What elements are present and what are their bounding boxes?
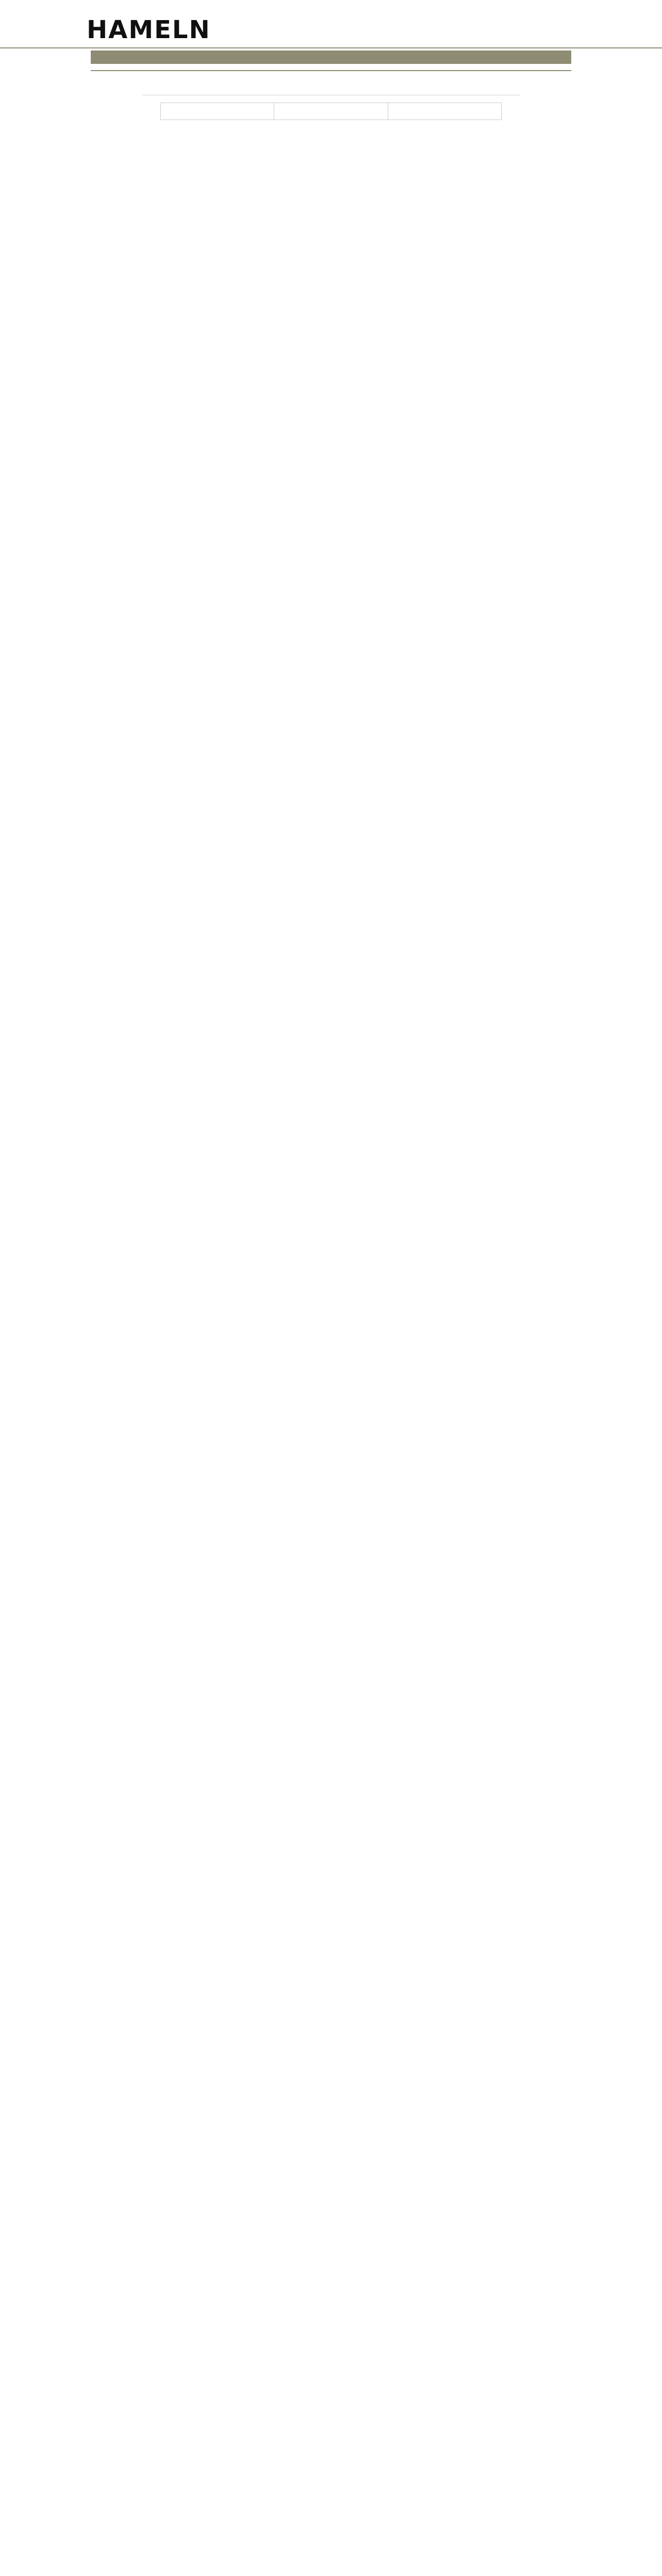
next-chapter-link[interactable]	[388, 103, 501, 120]
logo-wordmark: HAMELN	[87, 15, 211, 44]
chapter-pager	[160, 103, 502, 120]
novel-content	[142, 81, 520, 120]
site-logo[interactable]	[87, 4, 211, 45]
main-nav	[91, 50, 571, 64]
prev-chapter-link[interactable]	[161, 103, 274, 120]
sub-nav	[91, 67, 571, 71]
site-header	[0, 0, 662, 48]
toc-link[interactable]	[274, 103, 388, 120]
novel-header	[142, 81, 520, 95]
